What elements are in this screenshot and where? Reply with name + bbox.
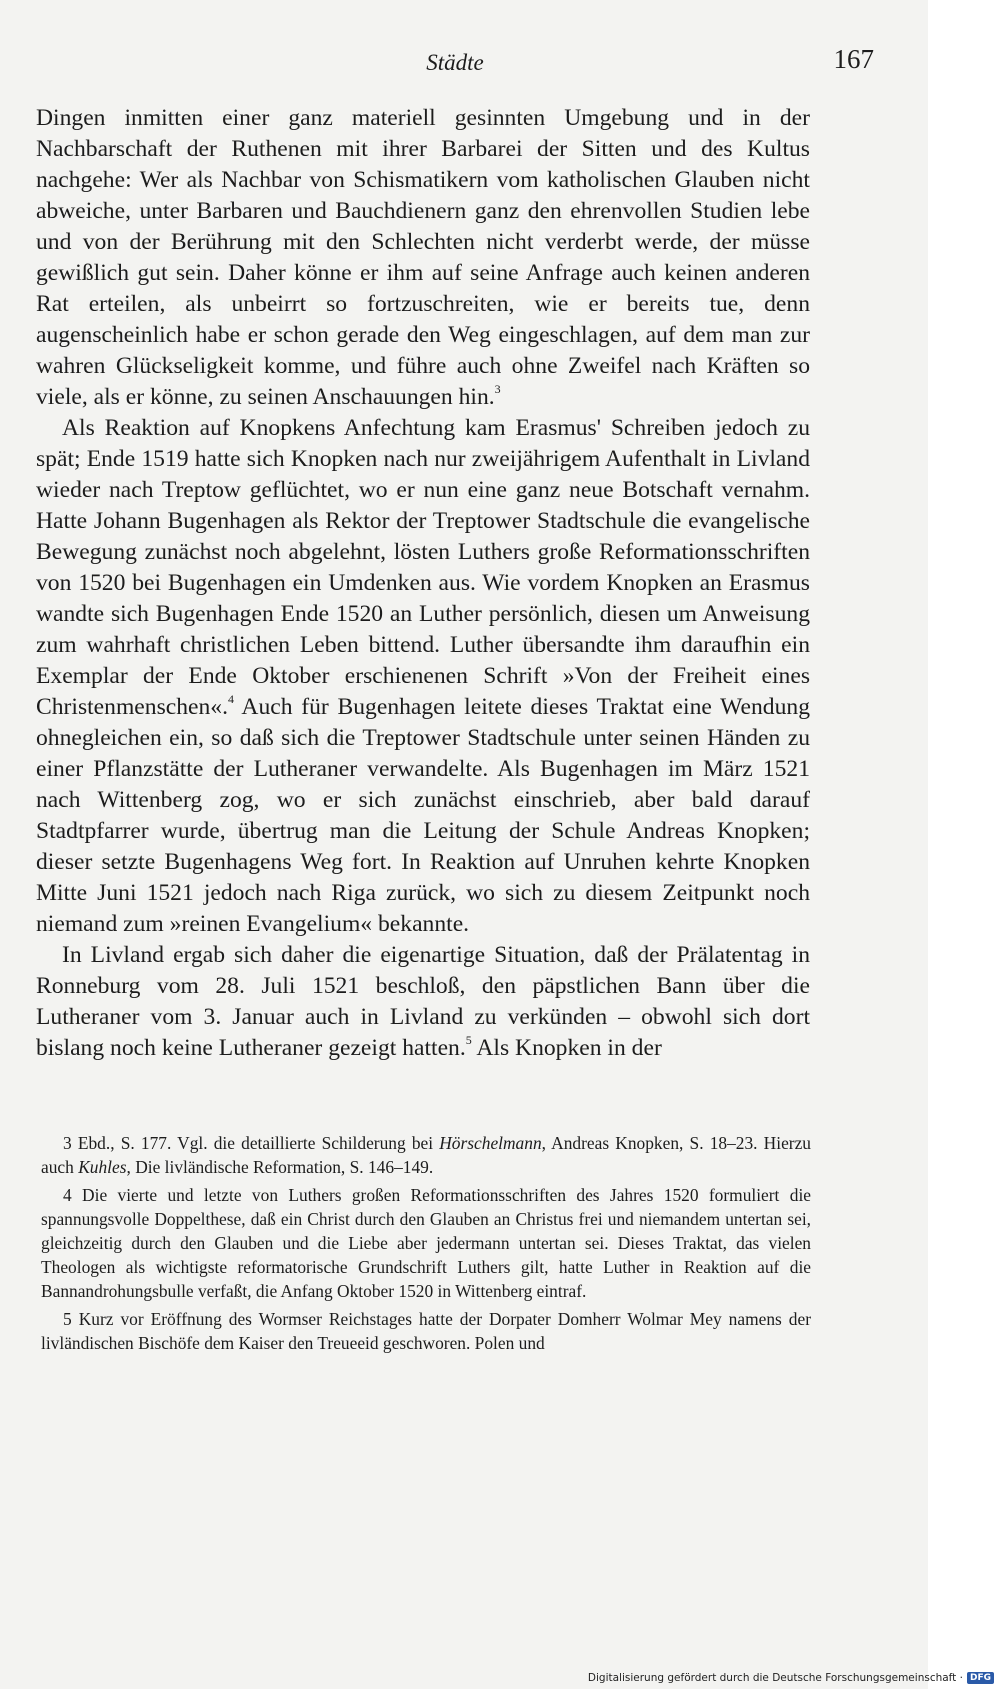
footnote-ref-3: 3 [494,382,501,396]
text-span: Dingen inmitten einer ganz materiell gesinnten Umgebung und in der Nachbarschaft der Ruthenen mit ihrer Barbarei der Sitten und des Kultus nachgehe: Wer als Nachbar von Schismatikern vom katholischen Glauben nicht abweiche, unter Barbaren und Bauchdienern ganz den ehrenvollen Studien lebe und von der Berührung mit den Schlechten nicht verderbt werde, der müsse gewißlich gut sein. Daher könne er ihm auf seine Anfrage auch keinen anderen Rat erteilen, als unbeirrt so fortzuschreiten, wie er bereits tue, denn augenscheinlich habe er schon gerade den Weg eingeschlagen, auf dem man zur wahren Glückseligkeit komme, und führe auch ohne Zweifel nach Kräften so viele, als er könne, zu seinen Anschauungen hin. [36,105,810,410]
dfg-logo-icon: DFG [967,1672,994,1684]
paragraph-1 [36,103,810,413]
page-number: 167 [833,44,874,74]
paragraph-3 [36,940,810,1064]
funding-note: Digitalisierung gefördert durch die Deutsche Forschungsgemeinschaft · [587,1672,963,1684]
footnote-ref-4: 4 [228,692,234,706]
text-span: In Livland ergab sich daher die eigenartige Situation, daß der Prälatentag in Ronneburg vom 28. Juli 1521 beschloß, den päpstlichen Bann über die Lutheraner vom 3. Januar auch in Livland zu verkünden – obwohl sich dort bislang noch keine Lutheraner gezeigt hatten. [36,942,810,1061]
text-span: Als Knopken in der [471,1035,662,1061]
text-span: 4 Die vierte und letzte von Luthers großen Reformationsschriften des Jahres 1520 formuliert die spannungsvolle Doppelthese, daß ein Christ durch den Glauben an Christus frei und niemandem untertan sei, gleichzeitig durch den Glauben und die Liebe aber jedermann untertan sei. Dieses Traktat, das vielen Theologen als wichtigste reformatorische Grundschrift Luthers gilt, hatte Luther in Reaktion auf die Bannandrohungsbulle verfaßt, die Anfang Oktober 1520 in Wittenberg eintraf. [41,1185,811,1301]
text-span: Als Reaktion auf Knopkens Anfechtung kam Erasmus' Schreiben jedoch zu spät; Ende 1519 hatte sich Knopken nach nur zweijährigem Aufenthalt in Livland wieder nach Treptow geflüchtet, wo er nun eine ganz neue Botschaft vernahm. Hatte Johann Bugenhagen als Rektor der Treptower Stadtschule die evangelische Bewegung zunächst noch abgelehnt, lösten Luthers große Reformationsschriften von 1520 bei Bugenhagen ein Umdenken aus. Wie vordem Knopken an Erasmus wandte sich Bugenhagen Ende 1520 an Luther persönlich, diesen um Anweisung zum wahrhaft christlichen Leben bittend. Luther übersandte ihm daraufhin ein Exemplar der Ende Oktober erschienenen Schrift »Von der Freiheit eines Christenmenschen«. [36,415,810,720]
author-name: Kuhles [78,1157,127,1177]
footnote-4 [41,1183,811,1303]
footnote-5 [41,1307,811,1355]
text-span: , Die livländische Reformation, S. 146–149. [126,1157,434,1177]
text-span: Auch für Bugenhagen leitete dieses Traktat eine Wendung ohnegleichen ein, so daß sich die Treptower Stadtschule unter seinen Händen zu einer Pflanzstätte der Lutheraner verwandelte. Als Bugenhagen im März 1521 nach Wittenberg zog, wo er sich zunächst einschrieb, aber bald darauf Stadtpfarrer wurde, übertrug man die Leitung der Schule Andreas Knopken; dieser setzte Bugenhagens Weg fort. In Reaktion auf Unruhen kehrte Knopken Mitte Juni 1521 jedoch nach Riga zurück, wo sich zu diesem Zeitpunkt noch niemand zum »reinen Evangelium« bekannte. [36,694,810,937]
footnotes [41,1131,811,1359]
main-text [36,103,810,1064]
footnote-ref-5: 5 [465,1033,472,1047]
page-header [36,42,874,82]
funding-footer [588,1672,994,1684]
text-span: 5 Kurz vor Eröffnung des Wormser Reichstages hatte der Dorpater Domherr Wolmar Mey namens der livländischen Bischöfe dem Kaiser den Treueeid geschworen. Polen und [41,1309,811,1353]
running-title: Städte [426,50,484,75]
footnote-3 [41,1131,811,1179]
text-span: 3 Ebd., S. 177. Vgl. die detaillierte Schilderung bei [63,1133,440,1153]
paragraph-2 [36,413,810,940]
text-span: , Andreas Knopken, S. 18–23. Hierzu auch [41,1133,811,1177]
author-name: Hörschelmann [439,1133,542,1153]
